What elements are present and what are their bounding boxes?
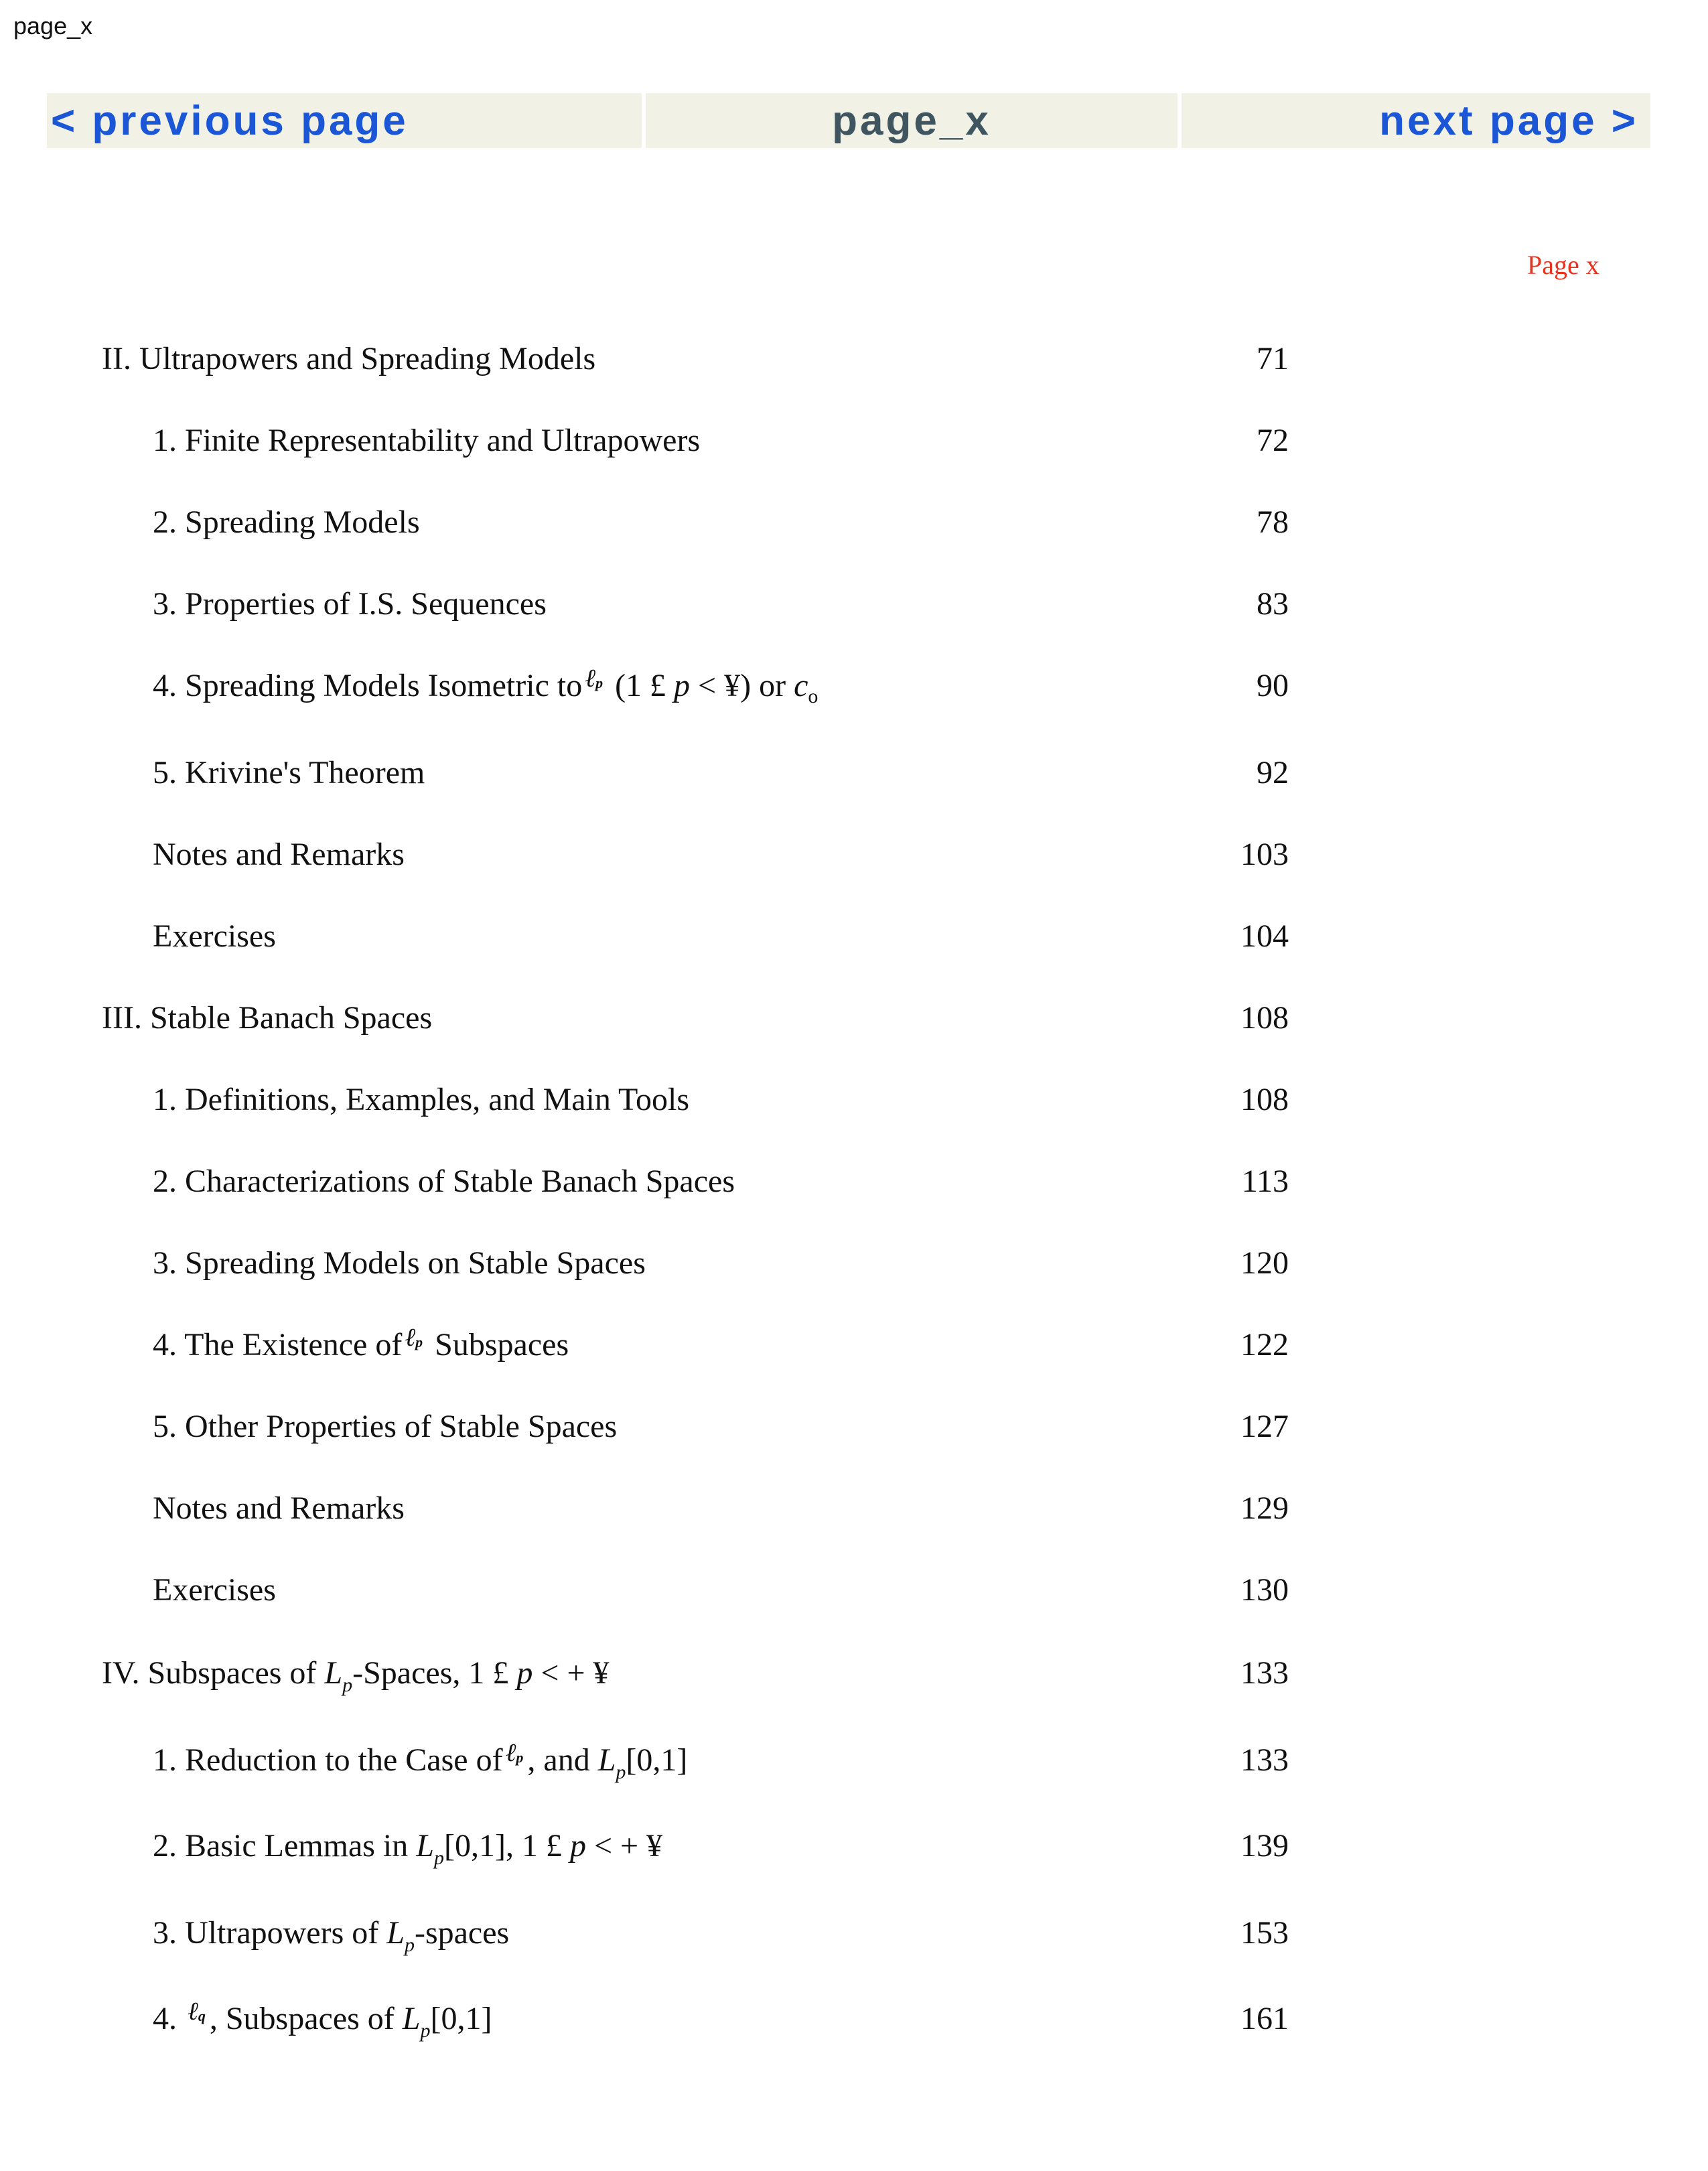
- toc-section-title: 1. Finite Representability and Ultrapowers: [153, 423, 701, 458]
- toc-chapter-title: III. Stable Banach Spaces: [102, 1000, 433, 1036]
- toc-page-number: 120: [1240, 1245, 1289, 1281]
- toc-section-title: 3. Properties of I.S. Sequences: [153, 586, 547, 622]
- toc-page-number: 113: [1241, 1164, 1289, 1199]
- toc-page-number: 127: [1240, 1409, 1289, 1444]
- toc-page-number: 92: [1257, 755, 1289, 790]
- toc-chapter-title: IV. Subspaces of $L_p$-Spaces, 1 £ p < + ¥: [102, 1655, 610, 1696]
- page-navigation-bar: [47, 93, 1654, 148]
- previous-page-link[interactable]: < previous page: [51, 97, 409, 144]
- toc-chapter-title: II. Ultrapowers and Spreading Models: [102, 341, 596, 376]
- toc-section-title: 1. Definitions, Examples, and Main Tools: [153, 1082, 689, 1117]
- page-marker: Page x: [1527, 250, 1599, 280]
- toc-page-number: 108: [1240, 1082, 1289, 1117]
- toc-section-title: 1. Reduction to the Case of ℓ$_p$ , and $L_p[0,1]$: [153, 1739, 688, 1783]
- toc-row: [0, 422, 1708, 476]
- ell-q-symbol: ℓ$_q$: [188, 1998, 206, 2026]
- toc-row: [0, 1326, 1708, 1380]
- current-page-cell: [646, 93, 1178, 148]
- toc-section-title: 5. Krivine's Theorem: [153, 755, 425, 790]
- toc-section-title: Exercises: [153, 918, 276, 954]
- toc-section-title: 4. ℓ$_q$ , Subspaces of $L_p[0,1]$: [153, 1998, 492, 2042]
- toc-section-title: 3. Spreading Models on Stable Spaces: [153, 1245, 646, 1281]
- toc-page-number: 78: [1257, 504, 1289, 540]
- toc-section-title: Notes and Remarks: [153, 1490, 405, 1526]
- toc-page-number: 104: [1240, 918, 1289, 954]
- toc-page-number: 103: [1240, 837, 1289, 872]
- toc-row: [0, 1914, 1708, 1968]
- previous-page-cell: [47, 93, 642, 148]
- toc-row: [0, 1655, 1708, 1708]
- toc-row: [0, 585, 1708, 639]
- toc-section-title: 4. The Existence of ℓ$_p$ Subspaces: [153, 1324, 569, 1362]
- toc-row: [0, 1163, 1708, 1216]
- toc-page-number: 133: [1240, 1742, 1289, 1778]
- toc-page-number: 139: [1240, 1828, 1289, 1864]
- toc-row: [0, 1739, 1708, 1795]
- toc-page-number: 129: [1240, 1490, 1289, 1526]
- toc-row: [0, 1081, 1708, 1135]
- toc-section-title: 2. Characterizations of Stable Banach Spaces: [153, 1164, 735, 1199]
- ell-p-symbol: ℓ$_p$: [505, 1739, 524, 1767]
- toc-page-number: 83: [1257, 586, 1289, 622]
- toc-page-number: 108: [1240, 1000, 1289, 1036]
- ell-p-symbol: ℓ$_p$: [585, 664, 603, 693]
- toc-row: [0, 2000, 1708, 2054]
- toc-page-number: 71: [1257, 341, 1289, 376]
- toc-page-number: 130: [1240, 1572, 1289, 1608]
- toc-row: [0, 1408, 1708, 1462]
- toc-section-title: 3. Ultrapowers of $L_p$-spaces: [153, 1915, 510, 1956]
- toc-section-title: Notes and Remarks: [153, 837, 405, 872]
- toc-section-title: 2. Basic Lemmas in $L_p[0,1]$, 1 £ p < + ¥: [153, 1828, 663, 1869]
- document-title: page_x: [13, 12, 93, 40]
- toc-row: [0, 1571, 1708, 1625]
- toc-page-number: 72: [1257, 423, 1289, 458]
- toc-row: [0, 1827, 1708, 1881]
- toc-row: [0, 754, 1708, 808]
- toc-page-number: 90: [1257, 668, 1289, 703]
- toc-row: [0, 1245, 1708, 1298]
- ell-p-symbol: ℓ$_p$: [405, 1324, 423, 1352]
- toc-row: [0, 836, 1708, 890]
- toc-page-number: 153: [1240, 1915, 1289, 1951]
- toc-row: [0, 918, 1708, 971]
- toc-section-title: Exercises: [153, 1572, 276, 1608]
- toc-section-title: 5. Other Properties of Stable Spaces: [153, 1409, 618, 1444]
- toc-row: [0, 340, 1708, 394]
- toc-section-title: 4. Spreading Models Isometric to ℓ$_p$ (1 £ p < ¥) or $c_o$: [153, 664, 819, 707]
- next-page-link[interactable]: next page >: [1379, 97, 1638, 144]
- toc-row: [0, 1490, 1708, 1543]
- next-page-cell: [1182, 93, 1650, 148]
- toc-row: [0, 504, 1708, 557]
- toc-row: [0, 999, 1708, 1053]
- toc-page-number: 122: [1240, 1327, 1289, 1362]
- current-page-label: page_x: [832, 97, 991, 144]
- toc-section-title: 2. Spreading Models: [153, 504, 420, 540]
- toc-page-number: 133: [1240, 1655, 1289, 1691]
- toc-row: [0, 664, 1708, 721]
- toc-page-number: 161: [1240, 2001, 1289, 2036]
